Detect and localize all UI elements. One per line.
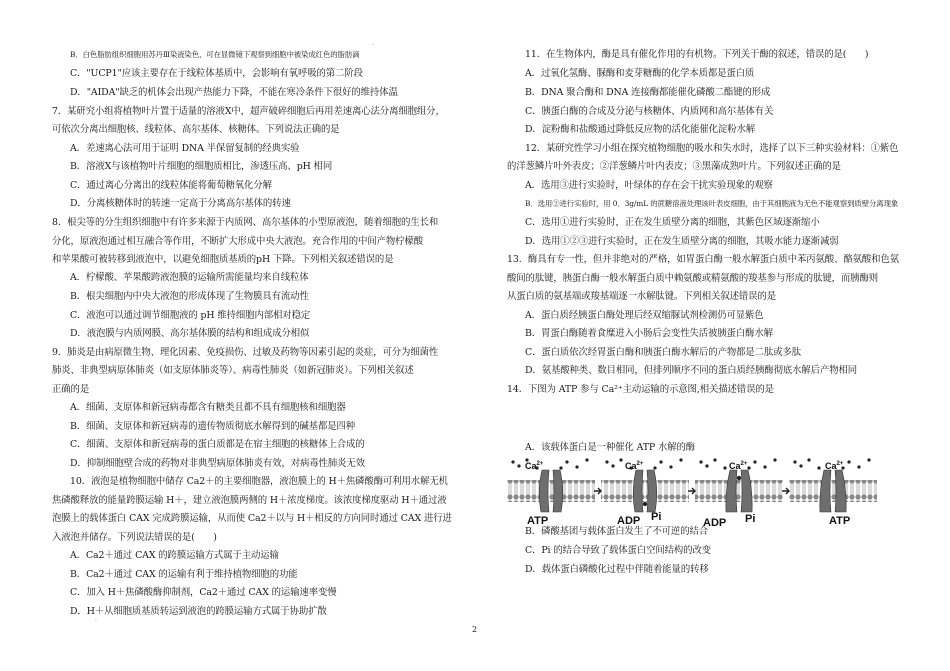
carrier-protein-half	[553, 470, 563, 512]
calcium-ion-dot	[807, 458, 810, 461]
calcium-ion-dot	[575, 465, 578, 468]
text-line: 14．下图为 ATP 参与 Ca²⁺主动运输的示意图,相关描述错误的是	[507, 384, 774, 395]
text-line: C．细菌、支原体和新冠病毒的蛋白质都是在宿主细胞的核糖体上合成的	[70, 439, 365, 450]
calcium-ion-dot	[679, 458, 682, 461]
text-line: C．Pi 的结合导致了载体蛋白空间结构的改变	[525, 545, 712, 556]
text-line: 的洋葱鳞片叶外表皮；②洋葱鳞片叶内表皮；③黑藻成熟叶片。下列叙述正确的是	[507, 161, 841, 172]
text-line: A．差速离心法可用于证明 DNA 半保留复制的经典实验	[70, 143, 300, 154]
text-line: D．氨基酸种类、数目相同，但排列顺序不同的蛋白质经胰酶彻底水解后产物相同	[525, 365, 858, 376]
page-number: 2	[472, 625, 478, 634]
membrane	[507, 480, 595, 502]
text-line: B．选用②进行实验时，用 0．3g/mL 的蔗糖溶液处理该叶表皮细胞，由于其细胞液为无色不能观察到质壁分离现象	[525, 199, 899, 208]
stray-mark: ·	[95, 618, 97, 625]
calcium-ion-dot	[653, 466, 656, 469]
calcium-ion-dot	[723, 466, 726, 469]
text-line: D．载体蛋白磷酸化过程中伴随着能量的转移	[525, 564, 709, 575]
carrier-protein-half	[726, 470, 737, 512]
calcium-ion-dot	[559, 466, 562, 469]
calcium-ion-dot	[799, 464, 802, 467]
calcium-label: $Ca^{2+}$	[729, 461, 748, 471]
calcium-ion-dot	[847, 460, 850, 463]
text-line: C．液泡可以通过调节细胞液的 pH 维持细胞内部相对稳定	[70, 310, 311, 321]
calcium-label: $Ca^{2+}$	[825, 461, 844, 471]
text-line: A．柠檬酸、苹果酸跨液泡膜的运输所需能量均来自线粒体	[70, 272, 309, 283]
carrier-protein-half	[820, 470, 831, 512]
text-line: 入液泡并储存。下列说法错误的是( )	[52, 532, 217, 543]
text-line: A．细菌、支原体和新冠病毒都含有糖类且都不具有细胞核和细胞器	[70, 402, 346, 413]
text-line: D．淀粉酶和盐酸通过降低反应物的活化能催化淀粉水解	[525, 124, 756, 135]
process-arrow	[782, 488, 789, 494]
text-line: A．Ca2＋通过 CAX 的跨膜运输方式属于主动运输	[70, 550, 279, 561]
text-line: 从蛋白质的氨基端或羧基端逐一水解肽键。下列相关叙述错误的是	[507, 291, 776, 302]
text-line: A．选用③进行实验时，叶绿体的存在会干扰实验现象的观察	[525, 180, 773, 191]
text-line: B．胃蛋白酶随着食糜进入小肠后会变性失活被胰蛋白酶水解	[525, 328, 773, 339]
text-line: 12．某研究性学习小组在探究植物细胞的吸水和失水时，选择了以下三种实验材料：①紫色	[525, 143, 899, 154]
stray-mark: ·	[372, 42, 374, 49]
text-line: 可依次分离出细胞核、线粒体、高尔基体、核糖体。下列说法正确的是	[52, 124, 340, 135]
text-line: A．蛋白质经胰蛋白酶处理后经双缩脲试剂检测仍可显紫色	[525, 310, 764, 321]
calcium-label: $Ca^{2+}$	[525, 461, 544, 471]
calcium-ion-dot	[699, 460, 702, 463]
calcium-ion-dot	[857, 465, 860, 468]
carrier-protein-half	[647, 470, 657, 512]
text-line: C．胰蛋白酶的合成及分泌与核糖体、内质网和高尔基体有关	[525, 106, 774, 117]
calcium-ion-dot	[773, 458, 776, 461]
calcium-ion-dot	[793, 460, 796, 463]
calcium-ion-dot	[713, 458, 716, 461]
text-line: C．蛋白质依次经胃蛋白酶和胰蛋白酶水解后的产物都是二肽或多肽	[525, 347, 802, 358]
text-line: C．加入 H＋焦磷酸酶抑制剂，Ca2＋通过 CAX 的运输速率变慢	[70, 587, 337, 598]
calcium-ion-dot	[565, 460, 568, 463]
text-line: D．选用①②③进行实验时，正在发生质壁分离的细胞，其吸水能力逐渐减弱	[525, 236, 839, 247]
process-arrow	[594, 488, 601, 494]
calcium-label: $Ca^{2+}$	[625, 461, 644, 471]
calcium-ion-dot	[585, 458, 588, 461]
adp-label: ADP	[617, 515, 641, 527]
text-line: C．"UCP1"应该主要存在于线粒体基质中，会影响有氧呼吸的第二阶段	[70, 68, 363, 79]
text-line: B．Ca2＋通过 CAX 的运输有利于维持植物细胞的功能	[70, 569, 298, 580]
text-line: C．通过离心分离出的线粒体能将葡萄糖氧化分解	[70, 180, 272, 191]
text-line: 7．某研究小组将植物叶片置于适量的溶液X中，超声破碎细胞后再用差速离心法分离细胞组分，	[52, 106, 445, 117]
calcium-ion-dot	[643, 502, 647, 506]
calcium-ion-dot	[511, 460, 514, 463]
calcium-ion-dot	[605, 460, 608, 463]
carrier-protein-half	[741, 470, 752, 512]
text-line: 分化，原液泡通过相互融合等作用，不断扩大形成中央大液泡。充合作用的中间产物柠檬酸	[52, 236, 424, 247]
calcium-ion-dot	[669, 465, 672, 468]
process-arrow	[688, 488, 695, 494]
text-line: D．抑制细胞壁合成的药物对非典型病原体肺炎有效，对病毒性肺炎无效	[70, 458, 365, 469]
text-line: 肺炎、非典型病原体肺炎（如支原体肺炎等）、病毒性肺炎（如新冠肺炎）。下列相关叙述	[52, 365, 414, 376]
text-line: 和苹果酸可被转移到液泡中，以避免细胞质基质的pH 下降。下列相关叙述错误的是	[52, 254, 394, 265]
calcium-ion-dot	[517, 464, 520, 467]
calcium-ion-dot	[867, 458, 870, 461]
adp-label: ADP	[703, 517, 727, 528]
text-line: 9．肺炎是由病原微生物、理化因素、免疫损伤、过敏及药物等因素引起的炎症，可分为细菌性	[52, 347, 439, 358]
text-line: B．DNA 聚合酶和 DNA 连接酶都能催化磷酸二酯键的形成	[525, 87, 771, 98]
text-line: 正确的是	[52, 384, 90, 395]
text-line: C．选用①进行实验时，正在发生质壁分离的细胞，其紫色区域逐渐缩小	[525, 217, 820, 228]
atp-calcium-transport-diagram	[507, 456, 927, 528]
text-line: 8．根尖等的分生组织细胞中有许多来源于内质网、高尔基体的小型原液泡，随着细胞的生长和	[52, 217, 439, 228]
text-line: A．过氧化氢酶、脲酶和麦芽糖酶的化学本质都是蛋白质	[525, 68, 755, 79]
membrane	[695, 480, 783, 502]
calcium-charge: 2+	[740, 461, 748, 467]
membrane	[601, 480, 689, 502]
text-line: B．白色脂肪组织细胞用苏丹Ⅲ染液染色，可在显微镜下观察到细胞中被染成红色的脂肪滴	[70, 50, 360, 59]
transport-diagram-svg	[507, 456, 927, 528]
carrier-protein-half	[835, 470, 846, 512]
text-line: A．该载体蛋白是一种催化 ATP 水解的酶	[525, 442, 696, 453]
pi-label: Pi	[651, 511, 662, 523]
calcium-charge: 2+	[636, 461, 644, 467]
text-line: D．H＋从细胞质基质转运到液泡的跨膜运输方式属于协助扩散	[70, 606, 327, 617]
text-line: D．"AIDA"缺乏的机体会出现产热能力下降，不能在寒冷条件下很好的维持体温	[70, 87, 398, 98]
text-line: D．分离核糖体时的转速一定高于分离高尔基体的转速	[70, 198, 291, 209]
text-line: B．细菌、支原体和新冠病毒的遗传物质彻底水解得到的碱基都是四种	[70, 421, 356, 432]
calcium-ion-dot	[763, 465, 766, 468]
text-line: B．溶液X与该植物叶片细胞的细胞质相比，渗透压高、pH 相同	[70, 161, 333, 172]
text-line: 泡膜上的载体蛋白 CAX 完成跨膜运输，从而使 Ca2＋以与 H＋相反的方向同时通过 CAX 进行进	[52, 513, 452, 524]
calcium-ion-dot	[619, 458, 622, 461]
text-line: 11．在生物体内，酶是具有催化作用的有机物。下列关于酶的叙述，错误的是( )	[525, 49, 869, 60]
pi-label: Pi	[745, 513, 756, 525]
text-line: 10．液泡是植物细胞中储存 Ca2＋的主要细胞器，液泡膜上的 H＋焦磷酸酶可利用水解无机	[70, 476, 448, 487]
atp-label: ATP	[829, 515, 851, 527]
calcium-ion-dot	[659, 460, 662, 463]
text-line: D．液泡膜与内质网膜、高尔基体膜的结构和组成成分相似	[70, 328, 310, 339]
calcium-ion-dot	[737, 476, 741, 480]
carrier-protein-half	[539, 470, 549, 512]
text-line: 13．酶具有专一性，但并非绝对的严格，如胃蛋白酶一般水解蛋白质中苯丙氨酸、酪氨酸和色氨	[507, 254, 900, 265]
calcium-ion-dot	[611, 464, 614, 467]
text-line: B．磷酸基团与载体蛋白发生了不可逆的结合	[525, 526, 709, 537]
calcium-ion-dot	[753, 460, 756, 463]
text-line: 焦磷酸释放的能量跨膜运输 H＋，建立液泡膜两侧的 H＋浓度梯度。该浓度梯度驱动 H＋通过液	[52, 495, 447, 506]
calcium-charge: 2+	[536, 461, 544, 467]
calcium-ion-dot	[747, 466, 750, 469]
atp-label: ATP	[527, 515, 549, 527]
calcium-ion-dot	[705, 464, 708, 467]
calcium-ion-dot	[817, 466, 820, 469]
carrier-protein-half	[633, 470, 643, 512]
membrane	[789, 480, 877, 502]
calcium-charge: 2+	[836, 461, 844, 467]
text-line: B．根尖细胞内中央大液泡的形成体现了生物膜具有流动性	[70, 291, 309, 302]
text-line: 酸间的肽键，胰蛋白酶一般水解蛋白质中赖氨酸或精氨酸的羧基参与形成的肽键，而胰酶则	[507, 273, 879, 284]
